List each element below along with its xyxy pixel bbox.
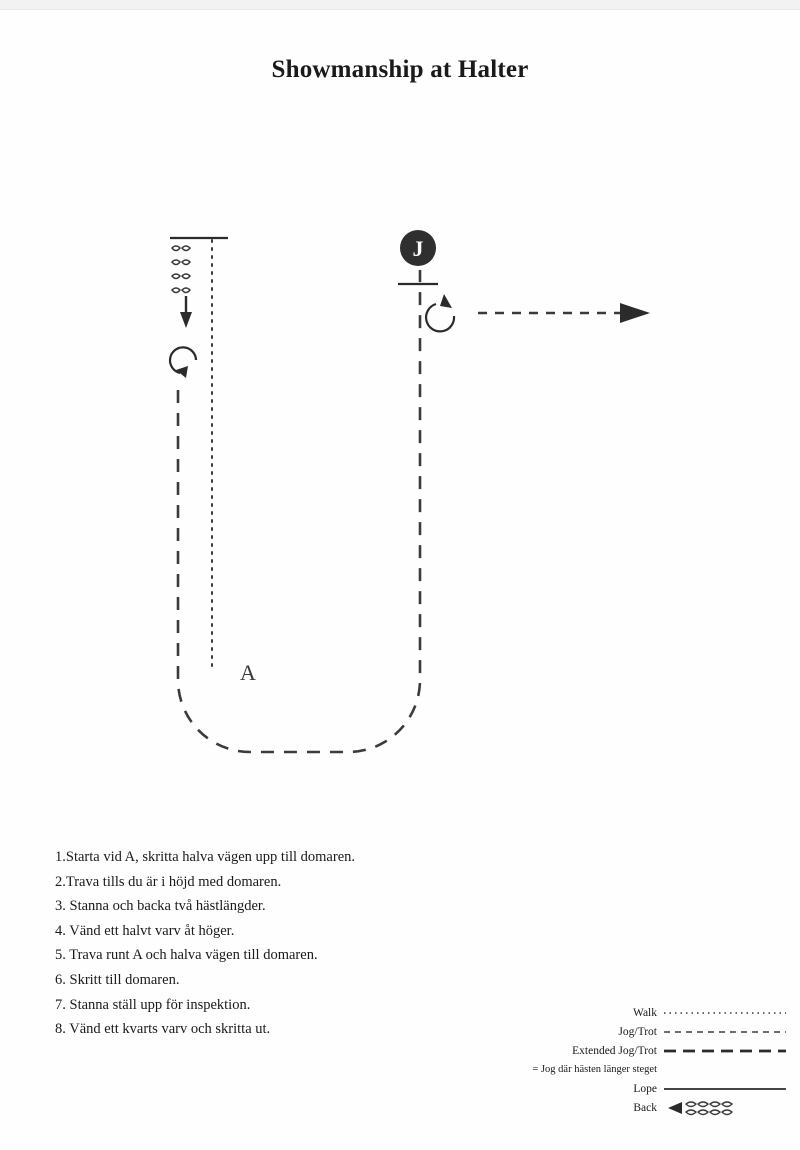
back-arrowhead-icon xyxy=(668,1102,682,1114)
legend-art-extended-jog-trot xyxy=(662,1042,788,1060)
legend-row-jog-trot xyxy=(458,1022,788,1041)
instruction-item: 2.Trava tills du är i höjd med domaren. xyxy=(55,873,282,890)
instruction-item: 4. Vänd ett halvt varv åt höger. xyxy=(55,922,235,939)
instruction-item: 8. Vänd ett kvarts varv och skritta ut. xyxy=(55,1021,271,1038)
pattern-diagram-svg xyxy=(0,200,800,820)
legend-label-back: Back xyxy=(633,1101,657,1114)
back-hoofprints-icon xyxy=(172,246,190,293)
legend-art-lope xyxy=(662,1080,788,1098)
pattern-diagram xyxy=(0,200,800,820)
legend-label-note: = Jog där hästen länger steget xyxy=(532,1064,657,1075)
instruction-item: 3. Stanna och backa två hästlängder. xyxy=(55,898,266,915)
legend-label-jog-trot: Jog/Trot xyxy=(618,1025,657,1038)
start-marker-label: A xyxy=(240,660,256,685)
page-top-strip xyxy=(0,0,800,10)
page-title: Showmanship at Halter xyxy=(271,56,529,83)
dashed-trot-path xyxy=(178,270,420,752)
legend-row-extended-jog-trot xyxy=(458,1041,788,1060)
legend-label-lope: Lope xyxy=(633,1082,657,1095)
judge-marker-label: J xyxy=(412,236,424,261)
back-direction-arrow xyxy=(180,296,192,328)
legend-label-extended-jog-trot: Extended Jog/Trot xyxy=(572,1044,657,1057)
gait-legend xyxy=(458,1003,788,1117)
judge-marker xyxy=(398,230,438,284)
legend-art-jog-trot xyxy=(662,1023,788,1041)
instruction-item: 7. Stanna ställ upp för inspektion. xyxy=(55,996,251,1013)
legend-row-walk xyxy=(458,1003,788,1022)
legend-art-walk xyxy=(662,1004,788,1022)
curved-turn-arrow-judge-icon xyxy=(426,294,454,331)
curved-turn-arrow-left-icon xyxy=(170,347,196,378)
instruction-item: 5. Trava runt A och halva vägen till domaren. xyxy=(55,947,318,964)
legend-art-back xyxy=(662,1099,788,1117)
legend-row-back xyxy=(458,1098,788,1117)
legend-label-walk: Walk xyxy=(633,1006,657,1019)
legend-art-note xyxy=(662,1061,788,1079)
back-hoofprints-icon xyxy=(686,1102,732,1115)
instruction-item: 6. Skritt till domaren. xyxy=(55,971,180,988)
legend-row-lope xyxy=(458,1079,788,1098)
dashed-exit-arrow-icon xyxy=(478,303,650,323)
legend-row-note xyxy=(458,1060,788,1079)
instruction-item: 1.Starta vid A, skritta halva vägen upp till domaren. xyxy=(55,849,356,865)
